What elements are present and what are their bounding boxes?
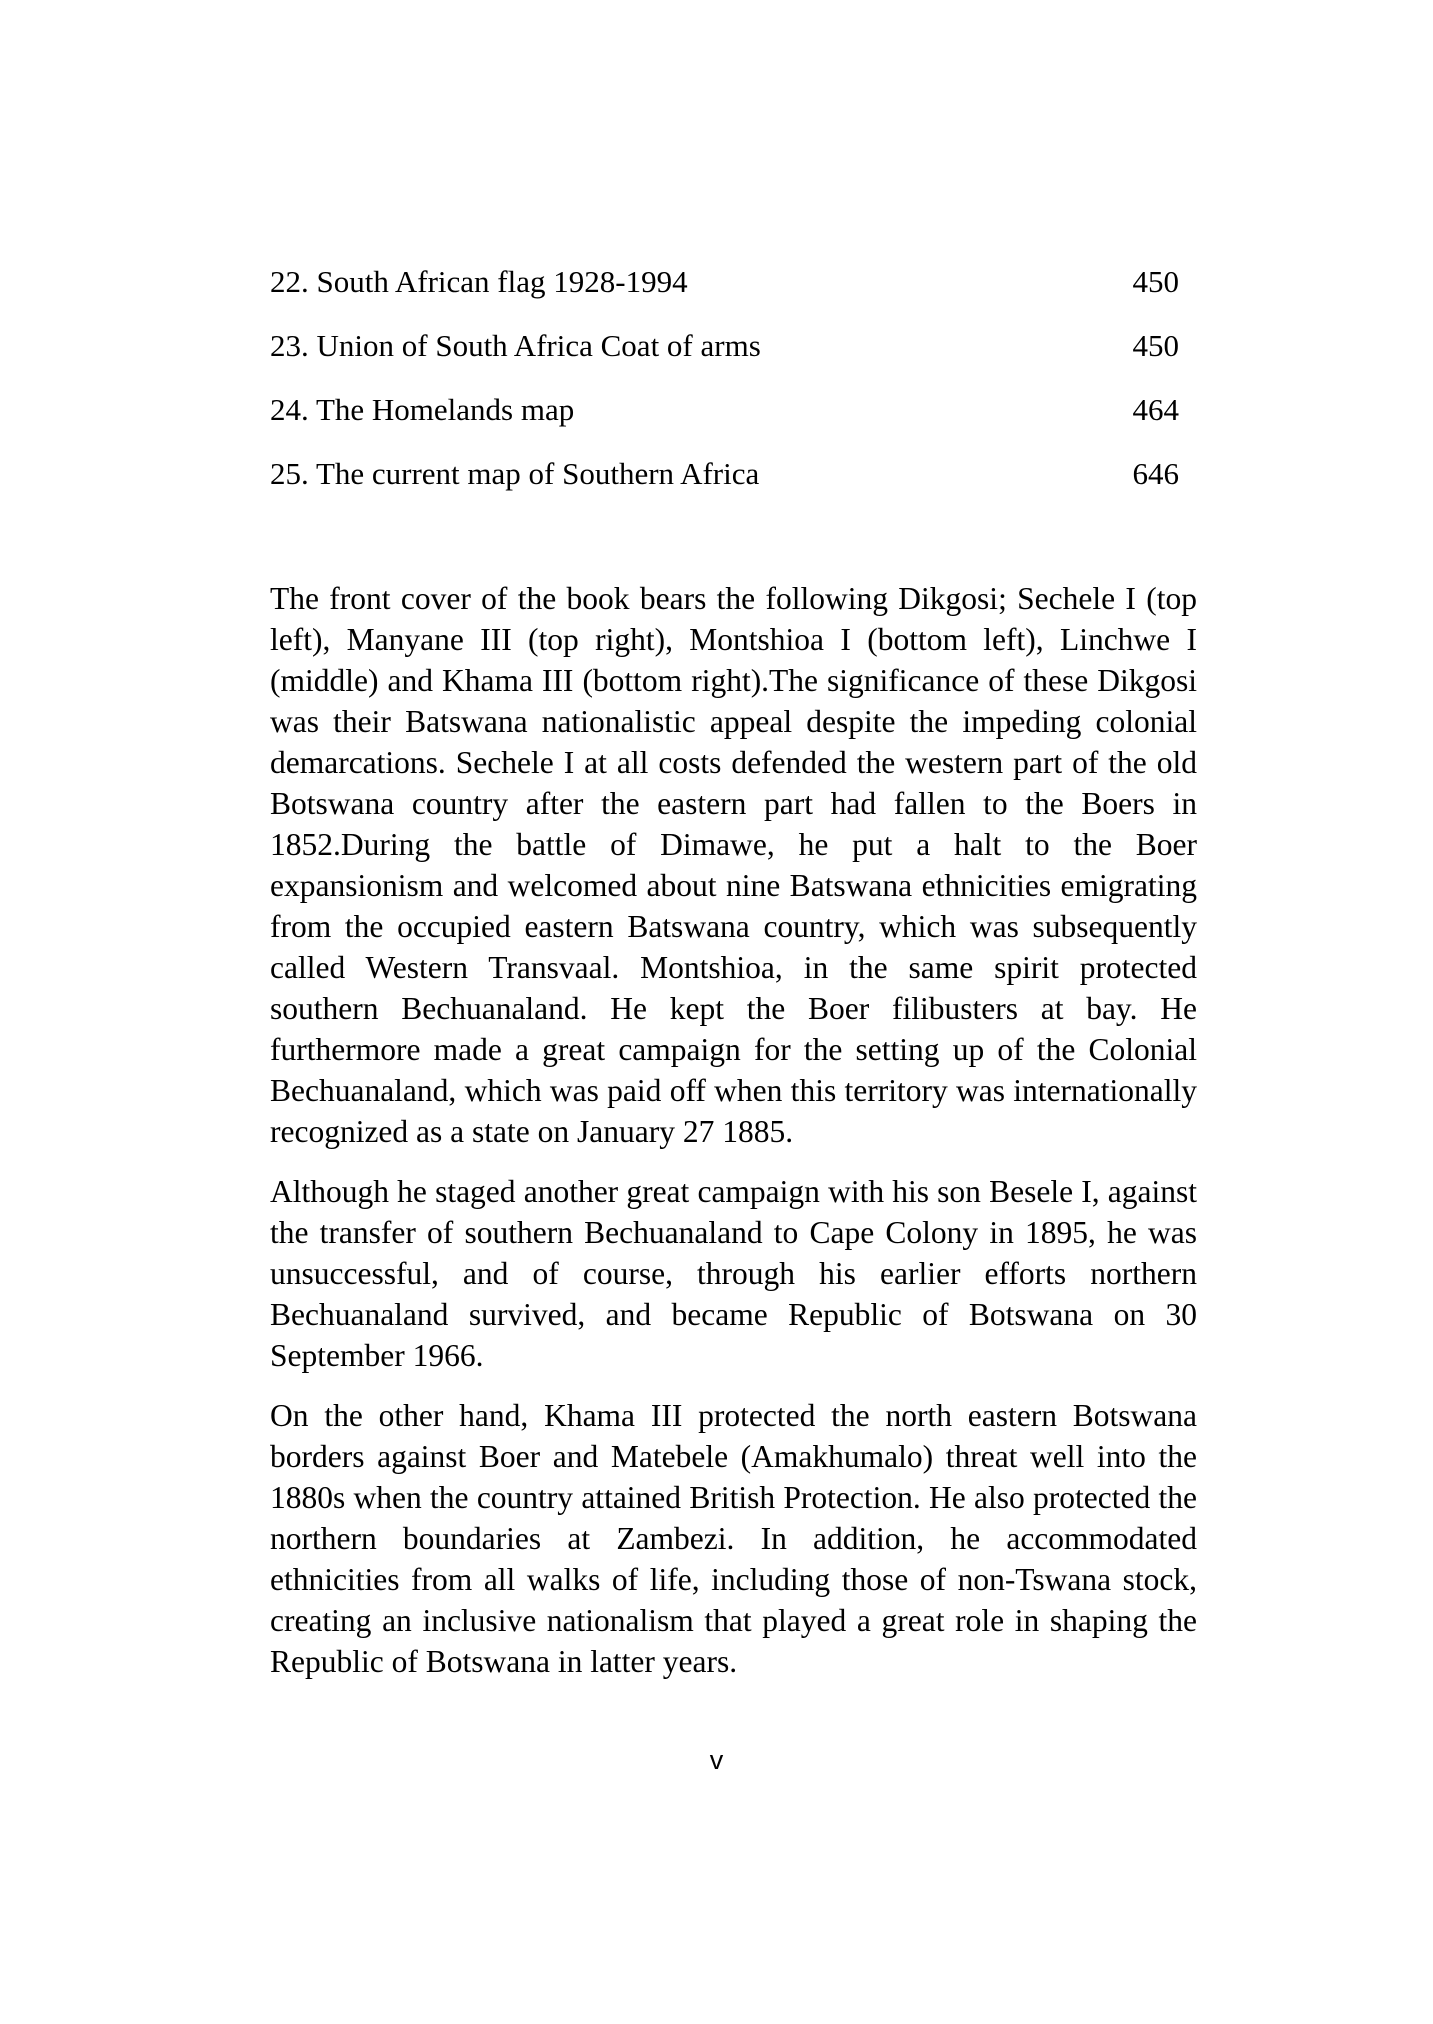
figure-list-entry-page: 450 — [1132, 328, 1179, 363]
figure-list-entry-page: 464 — [1132, 392, 1179, 427]
page-number: v — [709, 1745, 724, 1775]
figure-list-entry — [270, 322, 1185, 386]
paragraph-khama-iii: On the other hand, Khama III protected the north eastern Botswana borders against Boer and Matebele (Amakhumalo) threat well into the 1880s when the country attained British Protection. He also protected the northern boundaries at Zambezi. In addition, he accommodated ethnicities from all walks of life, including those of non-Tswana stock, creating an inclusive nationalism that played a great role in shaping the Republic of Botswana in latter years. — [270, 1398, 1197, 1679]
figure-list-entry — [270, 258, 1185, 322]
figure-list-entry-label: 25. The current map of Southern Africa — [270, 456, 760, 491]
figure-list-entry — [270, 450, 1185, 514]
figure-list-entry-label: 22. South African flag 1928-1994 — [270, 264, 688, 299]
figure-list-entry-page: 450 — [1132, 264, 1179, 299]
figure-list-entry-label: 24. The Homelands map — [270, 392, 575, 427]
figure-list-entry-page: 646 — [1132, 456, 1179, 491]
paragraph-front-cover: The front cover of the book bears the following Dikgosi; Sechele I (top left), Manyane III (top right), Montshioa I (bottom left), Linchwe I (middle) and Khama III (bottom right).The significance of these Dikgosi was their Batswana nationalistic appeal despite the impeding colonial demarcations. Sechele I at all costs defended the western part of the old Botswana country after the eastern part had fallen to the Boers in 1852.During the battle of Dimawe, he put a halt to the Boer expansionism and welcomed about nine Batswana ethnicities emigrating from the occupied eastern Batswana country, which was subsequently called Western Transvaal. Montshioa, in the same spirit protected southern Bechuanaland. He kept the Boer filibusters at bay. He furthermore made a great campaign for the setting up of the Colonial Bechuanaland, which was paid off when this territory was internationally recognized as a state on January 27 1885. — [270, 581, 1197, 1149]
figure-list — [270, 258, 1185, 514]
paragraph-campaign: Although he staged another great campaign with his son Besele I, against the transfer of southern Bechuanaland to Cape Colony in 1895, he was unsuccessful, and of course, through his earlier efforts northern Bechuanaland survived, and became Republic of Botswana on 30 September 1966. — [270, 1174, 1197, 1373]
figure-list-entry-label: 23. Union of South Africa Coat of arms — [270, 328, 761, 363]
figure-list-entry — [270, 386, 1185, 450]
body-text — [270, 578, 1197, 1701]
